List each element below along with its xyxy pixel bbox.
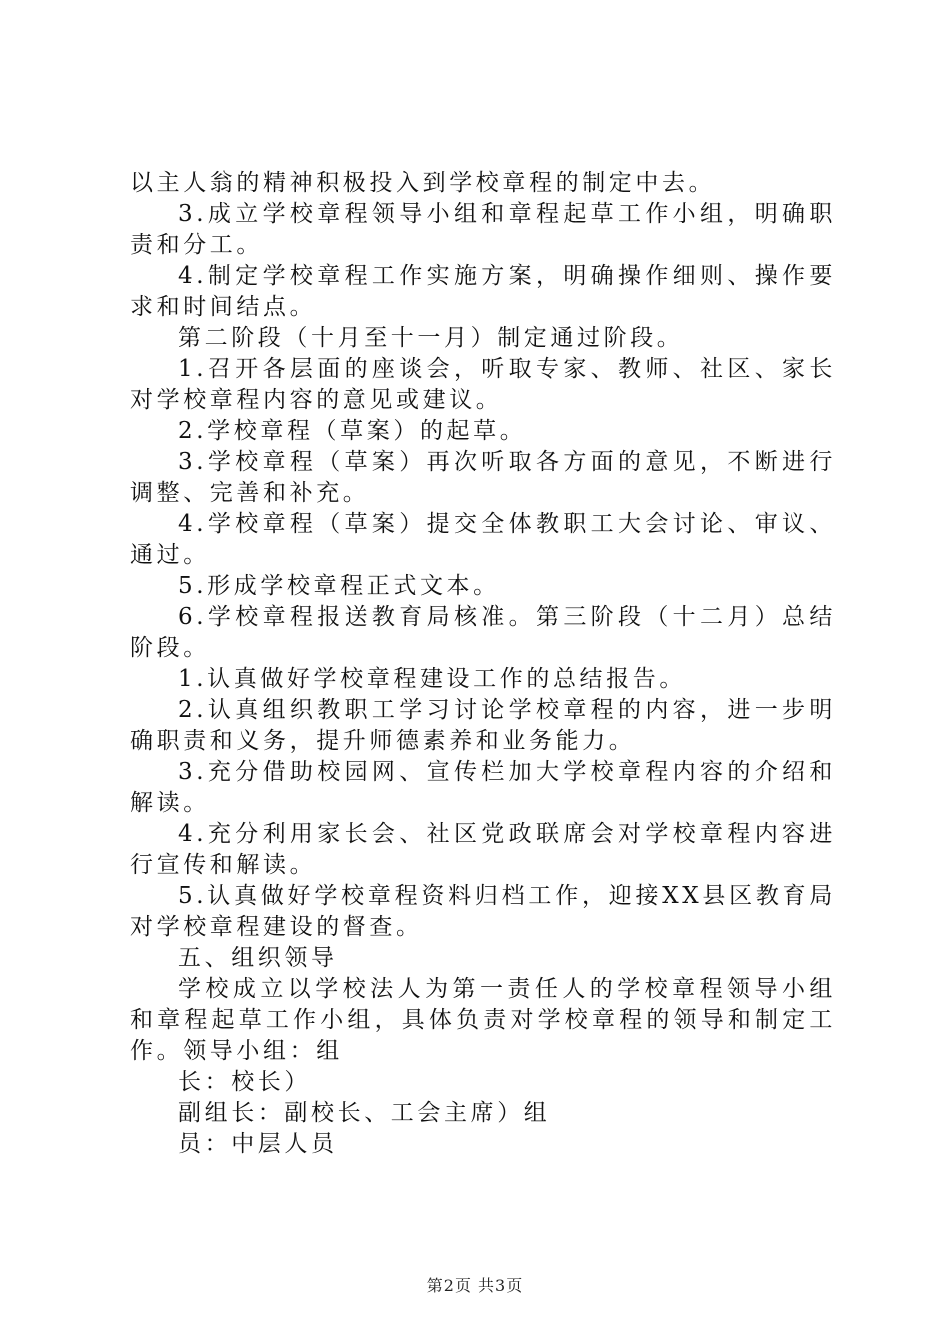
paragraph-2: 3.成立学校章程领导小组和章程起草工作小组，明确职责和分工。 — [130, 201, 836, 258]
paragraph-1: 以主人翁的精神积极投入到学校章程的制定中去。 — [130, 170, 716, 196]
paragraph-15: 5.认真做好学校章程资料归档工作，迎接XX县区教育局对学校章程建设的督查。 — [130, 883, 836, 940]
paragraph-5: 1.召开各层面的座谈会，听取专家、教师、社区、家长对学校章程内容的意见或建议。 — [130, 356, 836, 413]
paragraph-17: 学校成立以学校法人为第一责任人的学校章程领导小组和章程起草工作小组，具体负责对学校章程的领导和制定工作。领导小组：组 — [130, 976, 836, 1064]
page-number-footer: 第2页 共3页 — [426, 1276, 524, 1295]
document-body — [130, 168, 836, 1160]
paragraph-3: 4.制定学校章程工作实施方案，明确操作细则、操作要求和时间结点。 — [130, 263, 836, 320]
paragraph-18: 长：校长） — [178, 1069, 311, 1095]
paragraph-10: 6.学校章程报送教育局核准。第三阶段（十二月）总结阶段。 — [130, 604, 836, 661]
paragraph-9: 5.形成学校章程正式文本。 — [178, 573, 500, 599]
paragraph-14: 4.充分利用家长会、社区党政联席会对学校章程内容进行宣传和解读。 — [130, 821, 836, 878]
paragraph-20: 员：中层人员 — [178, 1131, 338, 1157]
paragraph-12: 2.认真组织教职工学习讨论学校章程的内容，进一步明确职责和义务，提升师德素养和业务能力。 — [130, 697, 836, 754]
paragraph-11: 1.认真做好学校章程建设工作的总结报告。 — [178, 666, 686, 692]
paragraph-13: 3.充分借助校园网、宣传栏加大学校章程内容的介绍和解读。 — [130, 759, 836, 816]
paragraph-6: 2.学校章程（草案）的起草。 — [178, 418, 527, 444]
paragraph-19: 副组长：副校长、工会主席）组 — [178, 1100, 551, 1126]
paragraph-8: 4.学校章程（草案）提交全体教职工大会讨论、审议、通过。 — [130, 511, 836, 568]
paragraph-7: 3.学校章程（草案）再次听取各方面的意见，不断进行调整、完善和补充。 — [130, 449, 836, 506]
section-heading: 五、组织领导 — [178, 945, 338, 971]
paragraph-4: 第二阶段（十月至十一月）制定通过阶段。 — [178, 325, 684, 351]
